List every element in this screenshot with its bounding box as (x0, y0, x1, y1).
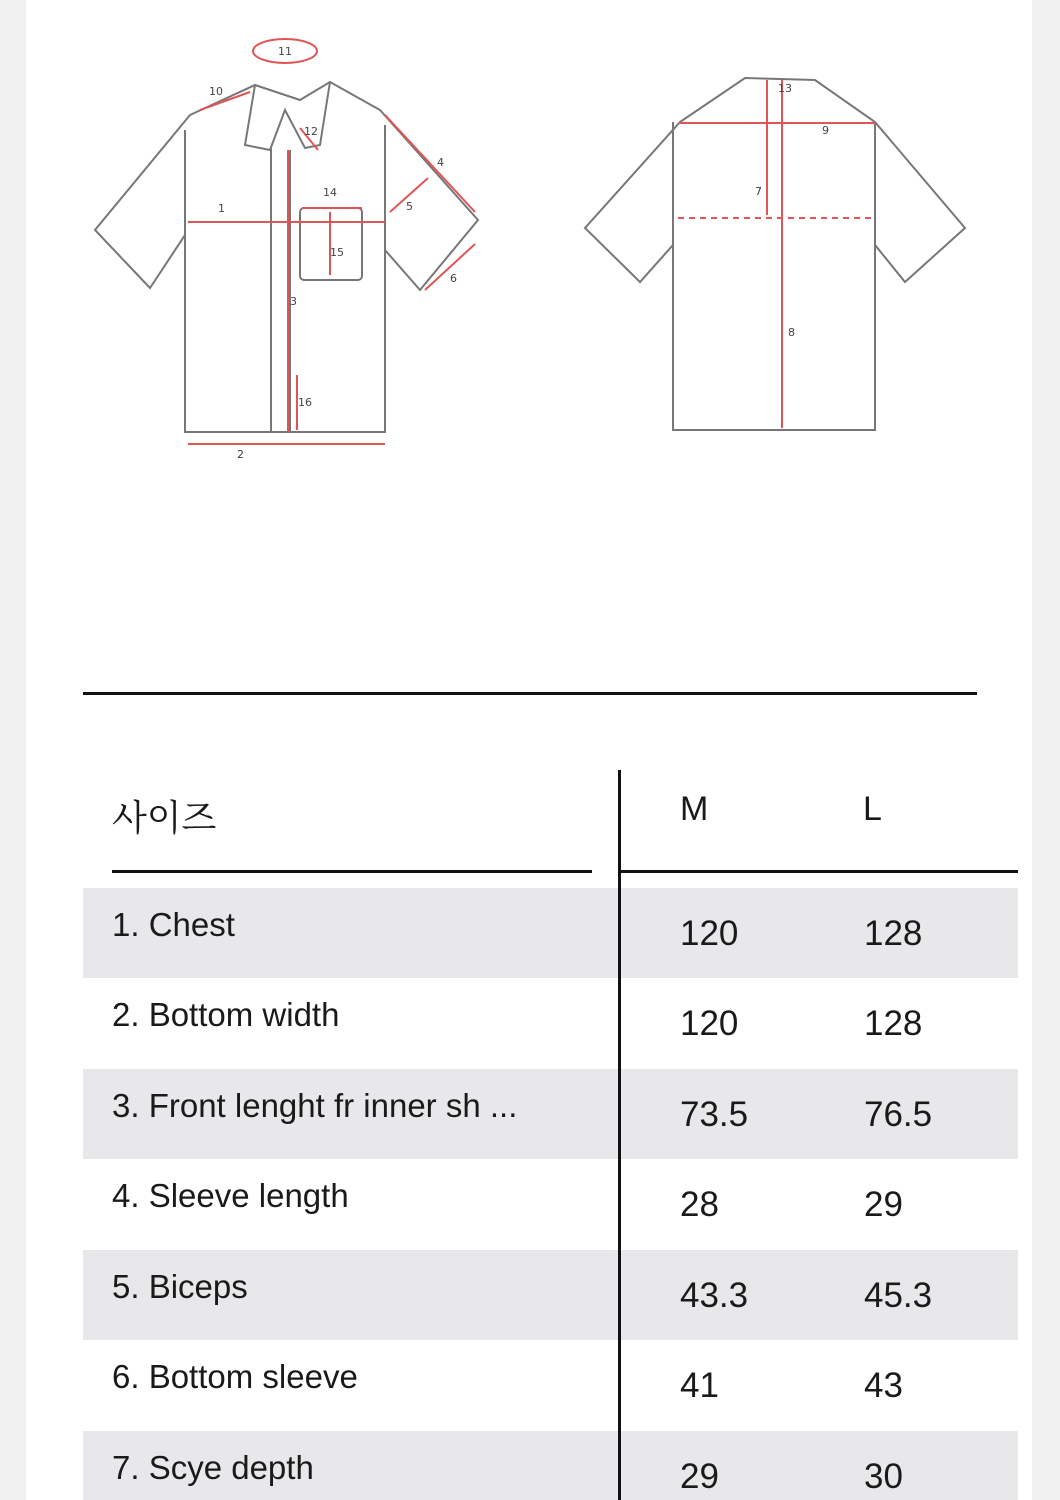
value-m: 43.3 (680, 1276, 749, 1315)
back-label-7: 7 (755, 185, 762, 198)
front-label-4: 4 (437, 156, 444, 169)
table-row (83, 1340, 1018, 1430)
front-label-14: 14 (323, 186, 337, 199)
table-row (83, 1431, 1018, 1500)
shirt-diagram (0, 0, 1060, 480)
value-l: 29 (864, 1185, 903, 1224)
front-label-5: 5 (406, 200, 413, 213)
row-label: 7. Scye depth (112, 1449, 314, 1486)
front-label-12: 12 (304, 125, 318, 138)
front-shirt-drawing (95, 82, 478, 432)
value-m: 73.5 (680, 1095, 749, 1134)
value-l: 76.5 (864, 1095, 933, 1134)
value-l: 45.3 (864, 1276, 933, 1315)
back-measure-lines (678, 80, 875, 428)
table-row (83, 888, 1018, 978)
table-row (83, 1069, 1018, 1159)
row-label: 6. Bottom sleeve (112, 1358, 358, 1395)
size-table-title: 사이즈 (112, 797, 217, 838)
value-m: 120 (680, 1004, 739, 1043)
table-row (83, 978, 1018, 1068)
header-rule-right (620, 870, 1018, 873)
front-label-11: 11 (278, 45, 292, 58)
value-l: 43 (864, 1366, 903, 1405)
front-label-16: 16 (298, 396, 312, 409)
section-divider (83, 692, 977, 695)
header-rule-left (112, 870, 592, 873)
value-l: 128 (864, 1004, 923, 1043)
back-shirt-drawing (585, 78, 965, 430)
table-row (83, 1159, 1018, 1249)
back-label-9: 9 (822, 124, 829, 137)
back-label-13: 13 (778, 82, 792, 95)
value-m: 29 (680, 1457, 719, 1496)
front-measure-lines (188, 39, 475, 444)
front-label-6: 6 (450, 272, 457, 285)
column-header-l: L (863, 790, 882, 828)
column-header-m: M (680, 790, 709, 828)
table-row (83, 1250, 1018, 1340)
value-l: 128 (864, 914, 923, 953)
front-label-3: 3 (290, 295, 297, 308)
front-label-2: 2 (237, 448, 244, 461)
value-m: 28 (680, 1185, 719, 1224)
value-m: 120 (680, 914, 739, 953)
back-label-8: 8 (788, 326, 795, 339)
front-label-15: 15 (330, 246, 344, 259)
row-label: 4. Sleeve length (112, 1177, 349, 1214)
row-label: 1. Chest (112, 906, 235, 943)
front-label-1: 1 (218, 202, 225, 215)
value-m: 41 (680, 1366, 719, 1405)
row-label: 2. Bottom width (112, 996, 340, 1033)
front-label-10: 10 (209, 85, 223, 98)
value-l: 30 (864, 1457, 903, 1496)
row-label: 5. Biceps (112, 1268, 248, 1305)
row-label: 3. Front lenght fr inner sh ... (112, 1087, 518, 1124)
column-divider (618, 770, 621, 1500)
